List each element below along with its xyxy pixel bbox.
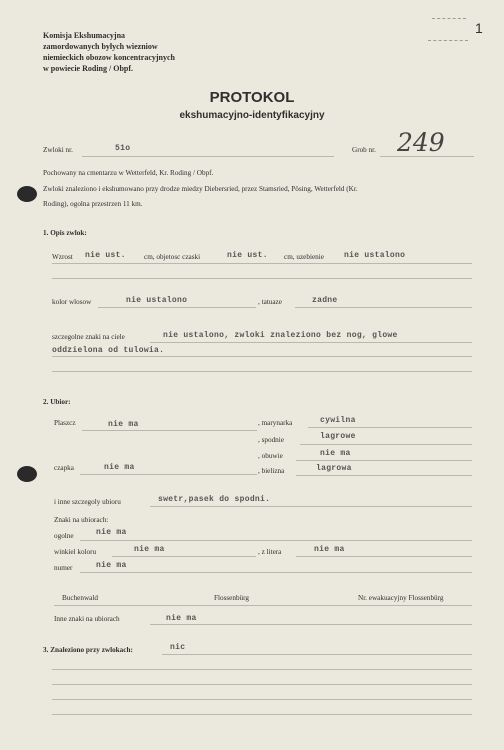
zwloki-underline: [82, 156, 334, 157]
inne-szczegoly-value: swetr,pasek do spodni.: [158, 495, 271, 504]
section-1-blank-line-2: [52, 371, 472, 372]
commission-line-3: niemieckich obozow koncentracyjnych: [43, 53, 175, 62]
czapka-underline: [80, 474, 257, 475]
section-3-heading: 3. Znaleziono przy zwlokach:: [43, 646, 133, 654]
uzebienie-value: nie ustalono: [344, 251, 406, 260]
numer-value: nie ma: [96, 561, 127, 570]
litera-underline: [296, 556, 472, 557]
ewakuacyjny-label: Nr. ewakuacyjny Flossenbürg: [358, 594, 444, 602]
ogolne-value: nie ma: [96, 528, 127, 537]
spodnie-label: , spodnie: [258, 436, 284, 444]
tatuaze-value: zadne: [312, 296, 338, 305]
burial-line-1: Pochowany na cmentarzu w Wetterfeld, Kr. Roding / Obpf.: [43, 169, 214, 177]
grob-underline: [380, 156, 474, 157]
tatuaze-underline: [295, 307, 472, 308]
numer-underline: [80, 572, 472, 573]
wzrost-label: Wzrost: [52, 253, 73, 261]
spodnie-underline: [300, 444, 472, 445]
spodnie-value: lagrowe: [320, 432, 356, 441]
kolor-value: nie ustalono: [126, 296, 188, 305]
tatuaze-label: , tatuaze: [258, 298, 282, 306]
plaszcz-underline: [82, 430, 257, 431]
section-3-blank-line-2: [52, 684, 472, 685]
znaki-underline: [150, 342, 472, 343]
winkiel-underline: [112, 556, 256, 557]
cm-uzebienie-label: cm, uzebienie: [284, 253, 324, 261]
ogolne-underline: [80, 540, 472, 541]
inne-znaki-label: Inne znaki na ubiorach: [54, 615, 120, 623]
commission-line-1: Komisja Ekshumacyjna: [43, 31, 126, 40]
grob-label: Grob nr.: [352, 146, 376, 154]
bielizna-label: , bielizna: [258, 467, 285, 475]
bielizna-underline: [296, 475, 472, 476]
document-subtitle: ekshumacyjno-identyfikacyjny: [179, 110, 325, 121]
winkiel-value: nie ma: [134, 545, 165, 554]
page-marker-dash-2: [428, 40, 468, 41]
objetosc-value: nie ust.: [227, 251, 268, 260]
inne-znaki-underline: [150, 624, 472, 625]
cm-objetosc-label: cm, objetosc czaski: [144, 253, 201, 261]
punch-hole-bottom: [17, 466, 37, 482]
kolor-label: kolor wlosow: [52, 298, 92, 306]
wzrost-underline: [52, 263, 472, 264]
camp-numbers-underline: [54, 605, 472, 606]
section-3-value: nic: [170, 643, 186, 652]
kolor-underline: [98, 307, 256, 308]
ogolne-label: ogolne: [54, 532, 74, 540]
czapka-label: czapka: [54, 464, 74, 472]
znaki-value-2: oddzielona od tulowia.: [52, 346, 165, 355]
winkiel-label: winkiel koloru: [54, 548, 97, 556]
plaszcz-label: Plaszcz: [54, 419, 76, 427]
zwloki-label: Zwloki nr.: [43, 146, 73, 154]
section-2-heading: 2. Ubior:: [43, 398, 71, 406]
page-marker-dash: [432, 18, 466, 19]
section-3-underline: [162, 654, 472, 655]
znaki-value-1: nie ustalono, zwloki znaleziono bez nog, glowe: [163, 331, 398, 340]
znaki-label: szczegolne znaki na ciele: [52, 333, 125, 341]
czapka-value: nie ma: [104, 463, 135, 472]
bielizna-value: lagrowa: [316, 464, 352, 473]
znaki-underline-2: [52, 356, 472, 357]
inne-szczegoly-underline: [150, 506, 472, 507]
commission-line-2: zamordowanych byłych wiezniow: [43, 42, 158, 51]
grob-handwritten-value: 249: [397, 128, 445, 157]
section-1-blank-line-1: [52, 278, 472, 279]
page-marker: 1: [475, 20, 483, 36]
marynarka-label: , marynarka: [258, 419, 293, 427]
obuwie-value: nie ma: [320, 449, 351, 458]
marynarka-underline: [308, 427, 472, 428]
obuwie-underline: [296, 460, 472, 461]
section-3-blank-line-1: [52, 669, 472, 670]
document-title: PROTOKOL: [209, 89, 295, 106]
wzrost-value: nie ust.: [85, 251, 126, 260]
numer-label: numer: [54, 564, 73, 572]
litera-value: nie ma: [314, 545, 345, 554]
litera-label: , z litera: [258, 548, 282, 556]
section-3-blank-line-4: [52, 714, 472, 715]
obuwie-label: , obuwie: [258, 452, 283, 460]
burial-line-2: Zwloki znaleziono i ekshumowano przy drodze miedzy Diebersried, przez Stamsried, Pösing, Wetterfeld (Kr.: [43, 185, 358, 193]
burial-line-3: Roding), ogolna przestrzen 11 km.: [43, 200, 143, 208]
zwloki-value: 51o: [115, 144, 131, 153]
inne-szczegoly-label: i inne szczegoly ubioru: [54, 498, 121, 506]
section-1-heading: 1. Opis zwlok:: [43, 229, 87, 237]
section-3-blank-line-3: [52, 699, 472, 700]
flossenburg-label: Flossenbürg: [214, 594, 250, 602]
buchenwald-label: Buchenwald: [62, 594, 98, 602]
znaki-na-ubiorach-heading: Znaki na ubiorach:: [54, 516, 109, 524]
marynarka-value: cywilna: [320, 416, 356, 425]
plaszcz-value: nie ma: [108, 420, 139, 429]
commission-line-4: w powiecie Roding / Obpf.: [43, 64, 134, 73]
inne-znaki-value: nie ma: [166, 614, 197, 623]
punch-hole-top: [17, 186, 37, 202]
